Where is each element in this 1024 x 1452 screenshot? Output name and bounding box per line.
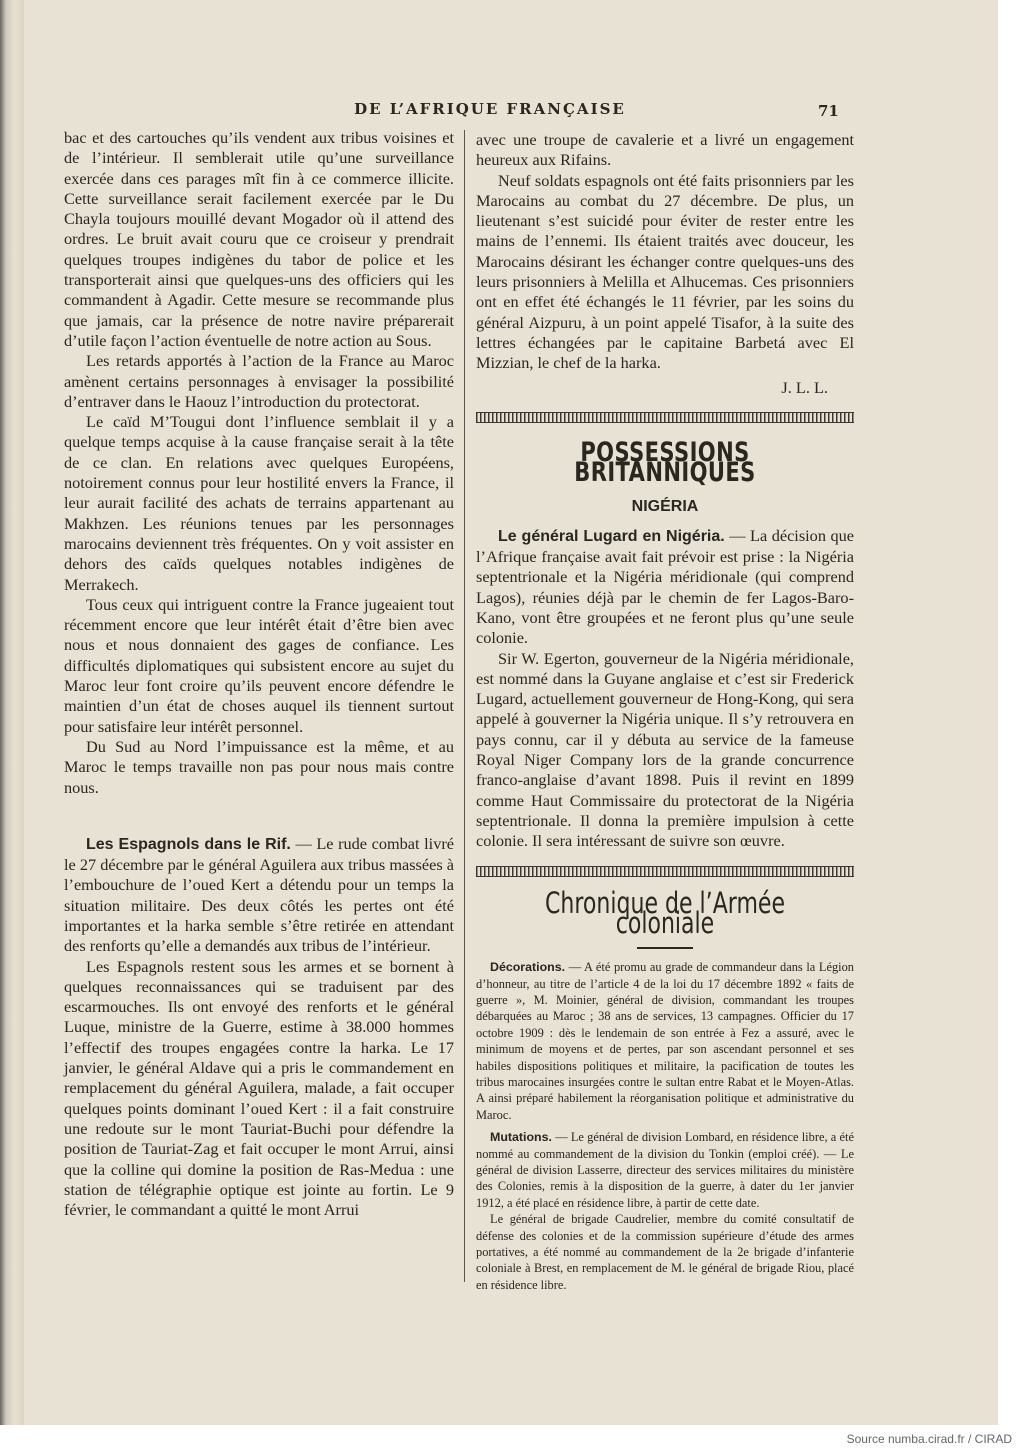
decorative-rule — [476, 412, 854, 423]
article-lead: Le général Lugard en Nigéria. — [498, 527, 725, 545]
scan-binding-edge — [0, 0, 24, 1425]
left-column — [64, 128, 454, 1220]
chronique-title: Chronique de l’Armée coloniale — [544, 885, 786, 940]
decorations-paragraph — [476, 959, 854, 1123]
column-divider — [464, 130, 465, 1282]
article-lead: Décorations. — [490, 960, 566, 975]
article-lead: Mutations. — [490, 1130, 552, 1145]
paragraph: Le général de brigade Caudrelier, membre du comité consultatif de défense des colonies et de la commission supérieure d’étude des armes portatives, a été nommé au commandement de la 2e brigade d’infanterie coloniale à Brest, en remplacement de M. le général de brigade Riou, placé en résidence libre. — [476, 1212, 854, 1292]
paragraph: avec une troupe de cavalerie et a livré un engagement heureux aux Rifains. — [476, 130, 854, 170]
rif-article-paragraph — [64, 834, 454, 957]
lugard-article-paragraph — [476, 526, 854, 649]
running-header: DE L’AFRIQUE FRANÇAISE — [354, 100, 626, 118]
article-text: — A été promu au grade de commandeur dans la Légion d’honneur, au titre de l’article 4 de la loi du 17 décembre 1892 « faits de guerre », M. Moinier, général de division, commandant les troupes débarquées au Maroc ; 38 ans de services, 13 campagnes. Officier du 17 octobre 1909 : dès le lendemain de son entrée à Fez a assuré, avec le minimum de moyens et de pertes, par son ascendant personnel et ses habiles dispositions politiques et militaire, la pacification de toutes les tribus marocaines insurgées contre le sultan entre Rabat et le Moyen-Atlas. A ainsi préparé habilement la réorganisation politique et administrative du Maroc. — [476, 960, 854, 1122]
paragraph: Le caïd M’Tougui dont l’influence semblait il y a quelque temps acquise à la cause française serait à la tête de ce clan. En relations avec quelques Européens, notoirement connus pour leur hostilité envers la France, il leur aurait facilité des achats de terrains appartenant au Makhzen. Les réunions tenues par les personnages marocains deviennent très fréquentes. On y voit assister en dehors des caïds quelques notables indigènes de Merrakech. — [64, 412, 454, 594]
paragraph: Du Sud au Nord l’impuissance est la même, et au Maroc le temps travaille non pas pour nous mais contre nous. — [64, 736, 454, 797]
source-credit: Source numba.cirad.fr / CIRAD — [846, 1432, 1012, 1446]
paragraph: Les retards apportés à l’action de la France au Maroc amènent certains personnages à envisager la possibilité d’entraver dans le Haouz l’introduction du protectorat. — [64, 351, 454, 411]
mutations-paragraph — [476, 1129, 854, 1211]
chronique-body — [476, 959, 854, 1293]
article-lead: Les Espagnols dans le Rif. — [86, 835, 291, 853]
paragraph: Neuf soldats espagnols ont été faits prisonniers par les Marocains au combat du 27 décembre. De plus, un lieutenant s’est suicidé pour éviter de rester entre les mains de l’ennemi. Ils étaient traités avec douceur, les Marocains désirant les échanger contre quelques-uns des leurs prisonniers à Melilla et Alhucemas. Ces prisonniers ont en effet été échangés le 11 février, par les soins du général Aizpuru, à un point appelé Tisafor, à la suite des lettres échangées par le capitaine Barbetá avec El Mizzian, le chef de la harka. — [476, 170, 854, 373]
section-title: POSSESSIONS BRITANNIQUES — [574, 436, 756, 489]
article-text: — La décision que l’Afrique française avait fait prévoir est prise : la Nigéria septentrionale et la Nigéria méridionale (qui comprend Lagos), réunies déjà par le chemin de fer Lagos-Baro-Kano, vont être groupées et ne feront plus qu’une seule colonie. — [476, 525, 854, 648]
spacer — [64, 798, 454, 834]
paragraph: Sir W. Egerton, gouverneur de la Nigéria méridionale, est nommé dans la Guyane anglaise et c’est sir Frederick Lugard, actuellement gouverneur de Hong-Kong, qui sera appelé à gouverner la Nigéria unique. Il s’y retrouvera en pays connu, car il y débuta au service de la fameuse Royal Niger Company lors de la grande concurrence franco-anglaise d’avant 1898. Puis il revint en 1899 comme Haut Commissaire du protectorat de la Nigéria septentrionale. Il donna la première impulsion à cette colonie. Il sera intéressant de suivre son œuvre. — [476, 648, 854, 851]
right-column — [476, 130, 854, 1293]
page-number: 71 — [818, 102, 839, 120]
paragraph: bac et des cartouches qu’ils vendent aux tribus voisines et de l’intérieur. Il semblerait utile qu’une surveillance exercée dans ces parages mît fin à ce commerce illicite. Cette surveillance serait facilement exercée par le Du Chayla toujours mouillé devant Mogador où il attend des ordres. Le bruit avait couru que ce croiseur y prendrait quelques troupes indigènes du tabor de police et les transporterait ainsi que quelques-uns des officiers qui les commandent à Agadir. Cette mesure se recommande plus que jamais, car la présence de notre navire préparerait d’utile façon l’action éventuelle de notre action au Sous. — [64, 128, 454, 350]
decorative-rule — [476, 866, 854, 877]
article-text: — Le rude combat livré le 27 décembre par le général Aguilera aux tribus massées à l’embouchure de l’oued Kert a détendu pour un temps la situation militaire. Des deux côtés les pertes ont été importantes et la harka semble s’être retirée en attendant des renforts qu’elle a demandés aux tribus de l’intérieur. — [64, 833, 454, 956]
subsection-title: NIGÉRIA — [631, 498, 699, 516]
paragraph: Les Espagnols restent sous les armes et se bornent à quelques reconnaissances qui se traduisent par des escarmouches. Ils ont envoyé des renforts et le général Luque, ministre de la Guerre, estime à 38.000 hommes l’effectif des troupes engagées contre la harka. Le 17 janvier, le général Aldave qui a pris le commandement en remplacement du général Aguilera, malade, a fait occuper quelques points dominant l’oued Kert : il a fait construire une redoute sur le mont Tauriat-Buchi pour défendre la position de Tauriat-Zag et fait occuper le mont Arrui, ainsi que la colline qui domine la position de Ras-Medua : une station de télégraphie optique est jointe au fortin. Le 9 février, le commandant a quitté le mont Arrui — [64, 956, 454, 1220]
author-signature: J. L. L. — [781, 377, 828, 397]
paragraph: Tous ceux qui intriguent contre la France jugeaient tout récemment encore que leur intérêt était d’être bien avec nous et nous donnaient des gages de confiance. Les difficultés diplomatiques qui subsistent encore au sujet du Maroc leur font croire qu’ils peuvent encore défendre le maintien d’un état de choses auquel ils tiennent surtout pour satisfaire leur intérêt personnel. — [64, 594, 454, 736]
article-text: — Le général de division Lombard, en résidence libre, a été nommé au commandement de la division du Tonkin (emploi créé). — Le général de division Lasserre, directeur des services militaires du ministère des Colonies, remis à la disposition de la guerre, à dater du 1er janvier 1912, a été placé en résidence libre, à partir de cette date. — [476, 1130, 854, 1210]
title-underline — [637, 947, 693, 949]
